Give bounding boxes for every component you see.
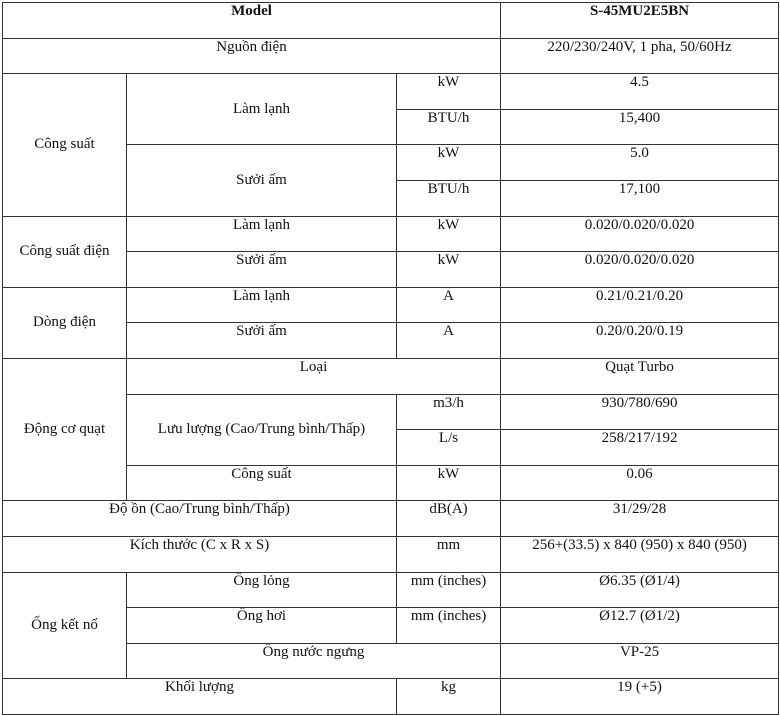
fan-airflow-value-ls: 258/217/192 bbox=[501, 430, 779, 466]
current-cooling-unit: A bbox=[397, 287, 501, 323]
noise-label: Độ ồn (Cao/Trung bình/Thấp) bbox=[3, 501, 397, 537]
capacity-cooling-kw-value: 4.5 bbox=[501, 74, 779, 110]
capacity-cooling-kw-unit: kW bbox=[397, 74, 501, 110]
capacity-heating-btu-value: 17,100 bbox=[501, 180, 779, 216]
piping-drain-value: VP-25 bbox=[501, 643, 779, 679]
capacity-cooling-label: Làm lạnh bbox=[127, 74, 397, 145]
dimensions-unit: mm bbox=[397, 536, 501, 572]
fan-airflow-unit-ls: L/s bbox=[397, 430, 501, 466]
current-cooling-label: Làm lạnh bbox=[127, 287, 397, 323]
capacity-heating-btu-unit: BTU/h bbox=[397, 180, 501, 216]
power-input-label: Công suất điện bbox=[3, 216, 127, 287]
noise-unit: dB(A) bbox=[397, 501, 501, 537]
piping-liquid-label: Ống lỏng bbox=[127, 572, 397, 608]
power-input-heating-value: 0.020/0.020/0.020 bbox=[501, 252, 779, 288]
model-value: S-45MU2E5BN bbox=[501, 3, 779, 39]
fan-type-value: Quạt Turbo bbox=[501, 358, 779, 394]
row-piping-liquid bbox=[3, 572, 779, 608]
current-cooling-value: 0.21/0.21/0.20 bbox=[501, 287, 779, 323]
current-heating-value: 0.20/0.20/0.19 bbox=[501, 323, 779, 359]
fan-output-unit: kW bbox=[397, 465, 501, 501]
weight-label: Khối lượng bbox=[3, 679, 397, 715]
fan-output-label: Công suất bbox=[127, 465, 397, 501]
current-heating-unit: A bbox=[397, 323, 501, 359]
row-model bbox=[3, 3, 779, 39]
spec-table bbox=[2, 2, 779, 715]
row-weight bbox=[3, 679, 779, 715]
dimensions-value: 256+(33.5) x 840 (950) x 840 (950) bbox=[501, 536, 779, 572]
fan-type-label: Loại bbox=[127, 358, 501, 394]
fan-output-value: 0.06 bbox=[501, 465, 779, 501]
capacity-heating-kw-value: 5.0 bbox=[501, 145, 779, 181]
dimensions-label: Kích thước (C x R x S) bbox=[3, 536, 397, 572]
fan-airflow-label: Lưu lượng (Cao/Trung bình/Thấp) bbox=[127, 394, 397, 465]
power-supply-value: 220/230/240V, 1 pha, 50/60Hz bbox=[501, 38, 779, 74]
piping-drain-label: Ống nước ngưng bbox=[127, 643, 501, 679]
fan-motor-label: Động cơ quạt bbox=[3, 358, 127, 500]
capacity-label: Công suất bbox=[3, 74, 127, 216]
row-current-cooling bbox=[3, 287, 779, 323]
current-heating-label: Sưởi ấm bbox=[127, 323, 397, 359]
capacity-heating-kw-unit: kW bbox=[397, 145, 501, 181]
row-dimensions bbox=[3, 536, 779, 572]
piping-gas-label: Ống hơi bbox=[127, 608, 397, 644]
weight-value: 19 (+5) bbox=[501, 679, 779, 715]
power-supply-label: Nguồn điện bbox=[3, 38, 501, 74]
piping-label: Ống kết nố bbox=[3, 572, 127, 679]
weight-unit: kg bbox=[397, 679, 501, 715]
piping-gas-unit: mm (inches) bbox=[397, 608, 501, 644]
row-capacity-cooling-kw bbox=[3, 74, 779, 110]
fan-airflow-value-m3h: 930/780/690 bbox=[501, 394, 779, 430]
model-label: Model bbox=[3, 3, 501, 39]
row-power-input-cooling bbox=[3, 216, 779, 252]
piping-liquid-unit: mm (inches) bbox=[397, 572, 501, 608]
capacity-cooling-btu-unit: BTU/h bbox=[397, 109, 501, 145]
current-label: Dòng điện bbox=[3, 287, 127, 358]
row-noise bbox=[3, 501, 779, 537]
fan-airflow-unit-m3h: m3/h bbox=[397, 394, 501, 430]
row-fan-type bbox=[3, 358, 779, 394]
noise-value: 31/29/28 bbox=[501, 501, 779, 537]
power-input-cooling-value: 0.020/0.020/0.020 bbox=[501, 216, 779, 252]
capacity-heating-label: Sưởi ấm bbox=[127, 145, 397, 216]
piping-liquid-value: Ø6.35 (Ø1/4) bbox=[501, 572, 779, 608]
piping-gas-value: Ø12.7 (Ø1/2) bbox=[501, 608, 779, 644]
capacity-cooling-btu-value: 15,400 bbox=[501, 109, 779, 145]
row-power-supply bbox=[3, 38, 779, 74]
power-input-heating-label: Sưởi ấm bbox=[127, 252, 397, 288]
power-input-heating-unit: kW bbox=[397, 252, 501, 288]
power-input-cooling-unit: kW bbox=[397, 216, 501, 252]
power-input-cooling-label: Làm lạnh bbox=[127, 216, 397, 252]
